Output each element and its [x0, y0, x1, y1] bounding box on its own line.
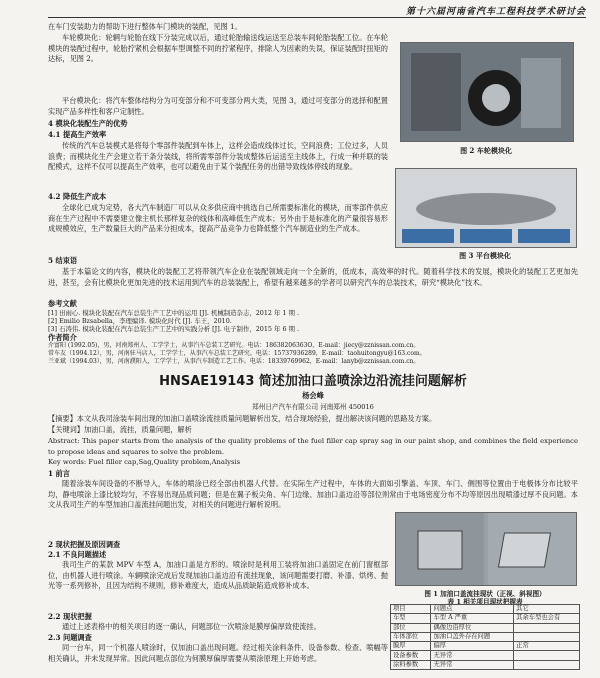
author-bio: 兰亚斌（1994.03），男，河南濮阳人，工学学士，从事汽车制造工艺工作。电话：18339769962，E-mail：lanyb@zznissan.com.cn。	[48, 358, 420, 365]
table1-caption: 表 1 相关项目现状把握表	[447, 598, 523, 606]
table-row	[391, 632, 580, 641]
table-cell: 正常	[514, 642, 580, 651]
table-cell	[514, 623, 580, 632]
table-cell: 部位	[391, 623, 431, 632]
section-5-paragraph: 基于本篇论文的内容，模块化的装配工艺将带领汽车企业在装配领域走向一个全新的，低成本，高效率的时代。随着科学技术的发展，模块化的装配工艺更加先进，甚至，会有比模块化更加先进的技术运用到汽车的总装装配上，希望有越来越多的学者可以研究汽车的总装技术，研究“模块化”技术。	[48, 267, 578, 287]
table-row	[391, 605, 580, 614]
table-cell: 设备参数	[391, 651, 431, 660]
platform-module-figure	[395, 168, 577, 248]
section-4-2-heading: 4.2 降低生产成本	[48, 192, 107, 201]
table-cell: 加油口盖外存在问题	[431, 632, 514, 641]
fuel-cap-figure	[395, 512, 577, 586]
wheel-module-paragraph: 车轮模块化：轮辋与轮胎在线下分装完成以后，通过轮胎输送线运送至总装车间轮胎装配工位。在车轮模块的装配过程中，轮胎拧紧机会根据车型调整不同的拧紧程序，排除人为因素的失误，保证装配时扭矩的达标，见图 2。	[48, 33, 388, 63]
author-bio-heading: 作者简介	[48, 333, 77, 342]
paper-author: 杨会峰	[302, 391, 324, 400]
table-cell: 膜厚	[391, 642, 431, 651]
keywords-en: Key words: Fuel filler cap,Sag,Quality problem,Analysis	[48, 458, 241, 466]
keywords-cn: 【关键词】加油口盖，流挂，质量问题，解析	[48, 425, 192, 434]
platform-module-paragraph: 平台模块化：将汽车整体结构分为可变部分和不可变部分两大类，见图 3，通过可变部分的选择和配置实现产品多样性和客户定制性。	[48, 96, 388, 116]
table-row	[391, 651, 580, 660]
section-2-2-paragraph: 通过上述表格中的相关项目的逐一确认，问题部位一次喷涂是膜厚偏厚致使流挂。	[62, 622, 321, 631]
wheel-module-illustration	[401, 43, 573, 141]
author-bio: 介富阳 (1992.05)，男，河南郑州人，工学学士，从事汽车总装工艺研究。电话：18638206363O，E-mail：jiecy@zznissan.com.cn。	[48, 342, 420, 349]
table-cell	[514, 660, 580, 669]
table-cell: 车体部位	[391, 632, 431, 641]
table-cell: 偏厚	[431, 642, 514, 651]
paper-title: HNSAE19143 简述加油口盖喷涂边沿流挂问题解析	[159, 374, 467, 389]
table-cell: 车型 A 严重	[431, 614, 514, 623]
section-2-2-heading: 2.2 现状把握	[48, 612, 92, 621]
abstract-cn: 【摘要】本文从我司涂装车间出现的加油口盖喷涂流挂质量问题解析出发，结合现场经验，提出解决该问题的思路及方案。	[48, 414, 437, 423]
table-cell	[514, 651, 580, 660]
section-2-3-paragraph: 同一台车，同一个机器人喷涂时，仅加油口盖出现问题。经过相关涂料条件、设备参数、检查、喷幅等相关确认，并未发现异常。因此问题点部位为何膜厚偏厚需要从喷涂原理上开始考虑。	[48, 643, 388, 663]
table-cell: 偶像边沿厚位	[431, 623, 514, 632]
reference-item: [3] 石涛伟. 模块化装配在汽车总装生产工艺中的实践分析 [J]. 电子制作，2015 年 6 期 .	[48, 325, 299, 333]
section-5-heading: 5 结束语	[48, 256, 78, 265]
section-2-3-heading: 2.3 问题调查	[48, 633, 92, 642]
table-cell: 无异常	[431, 660, 514, 669]
section-1-paragraph: 随着涂装车间设备的不断导入，车体的喷涂已经全部由机器人代替。在实际生产过程中，车体的大面如引擎盖、车顶、车门、侧围等位置由于电极体分布比较平均，静电喷涂上漆比较均匀，不容易出现品质问题；但是在翼子板尖角、车门边缘、加油口盖边沿等部位则常由于电场密度分布不均等原因出现喷漆过厚不良问题。本文从我司生产的车型加油口盖流挂问题出发，对相关的问题进行解析说明。	[48, 479, 578, 509]
fig2-caption: 图 2 车轮模块化	[460, 146, 512, 155]
intro-paragraph: 在车门安装助力的帮助下进行整体车门模块的装配，见图 1。	[48, 22, 242, 31]
table-cell: 项目	[391, 605, 431, 614]
platform-module-illustration	[396, 169, 576, 247]
table-cell: 问题点	[431, 605, 514, 614]
references-heading: 参考文献	[48, 299, 77, 308]
table-row	[391, 614, 580, 623]
abstract-en: Abstract: This paper starts from the analysis of the quality problems of the fuel filler cap spray sag in our paint shop, and combines the field experience to propose ideas and squares to solve the problem.	[48, 437, 578, 456]
table-cell: 车型	[391, 614, 431, 623]
table-cell	[514, 632, 580, 641]
table-row	[391, 623, 580, 632]
section-2-1-paragraph: 我司生产的某款 MPV 车型 A，加油口盖是方形的。喷涂时是利用工装将加油口盖固定在前门窗框部位，由机器人进行喷涂。车辆喷涂完成后发现加油口盖边沿有流挂现象，该问题需要打磨、补漆、烘烤、抛光等一系列修补，且因为结构不规则，修补难度大，造成从品质缺陷造成修补成本。	[48, 560, 388, 590]
reference-item: [1] 田雨心. 模块化装配在汽车总装生产工艺中的运用 [J]. 机械制造杂志，2012 年 1 期 .	[48, 309, 299, 317]
table-row	[391, 642, 580, 651]
table-cell: 其它	[514, 605, 580, 614]
section-1-heading: 1 前言	[48, 469, 70, 478]
section-2-heading: 2 现状把握及原因调查	[48, 540, 121, 549]
header-rule	[48, 17, 586, 18]
fig1-caption: 图 1 加油口盖流挂现状（正视、斜视图）	[424, 590, 546, 598]
table-cell: 其余车型也会有	[514, 614, 580, 623]
reference-item: [2] Emilio Bzsabella，李理编译. 模块化时代 [J]. 车王，2010.	[48, 317, 232, 325]
running-header: 第十六届河南省汽车工程科技学术研讨会	[405, 7, 586, 17]
wheel-module-figure	[400, 42, 574, 142]
section-4-2-paragraph: 全球化已成为定势，各大汽车制造厂可以从众多供应商中挑选自己所需要标准化的模块，而零部件供应商在生产过程中不需要建立像主机长那样复杂的线体和高峰低生产成本；另外由于是标准化的产量很容易形成规模效应，生产数量巨大的产品来分担成本，提高产品竞争力也降低整个汽车制造业的生产成本。	[48, 203, 388, 233]
table-cell: 无异常	[431, 651, 514, 660]
fuel-cap-photos	[396, 513, 576, 585]
paper-affiliation: 郑州日产汽车有限公司 河南郑州 450016	[252, 403, 374, 411]
table-cell: 涂料参数	[391, 660, 431, 669]
author-bio: 常车友（1994.12），男，河南驻马店人，工学学士，从事汽车总装工艺研究。电话：15737936289，E-mail：taohuitongyu@163.com。	[48, 350, 426, 357]
fig3-caption: 图 3 平台模块化	[459, 251, 511, 260]
section-4-heading: 4 模块化装配生产的优势	[48, 119, 128, 128]
section-2-1-heading: 2.1 不良问题描述	[48, 550, 107, 559]
section-4-1-heading: 4.1 提高生产效率	[48, 130, 107, 139]
status-table	[390, 604, 580, 670]
table-row	[391, 660, 580, 669]
section-4-1-paragraph: 传统的汽车总装模式是将每个零部件装配到车体上，这样会造成线体过长，空间浪费；工位过多，人员浪费；而模块化生产会建立若干条分装线，将所需零部件分装成整体后运送至主线体上，行成一种并联的装配模式，这样不仅可以提高生产效率，也可以避免由于某个装配任务的出错导致线体停线的现象。	[48, 141, 388, 171]
